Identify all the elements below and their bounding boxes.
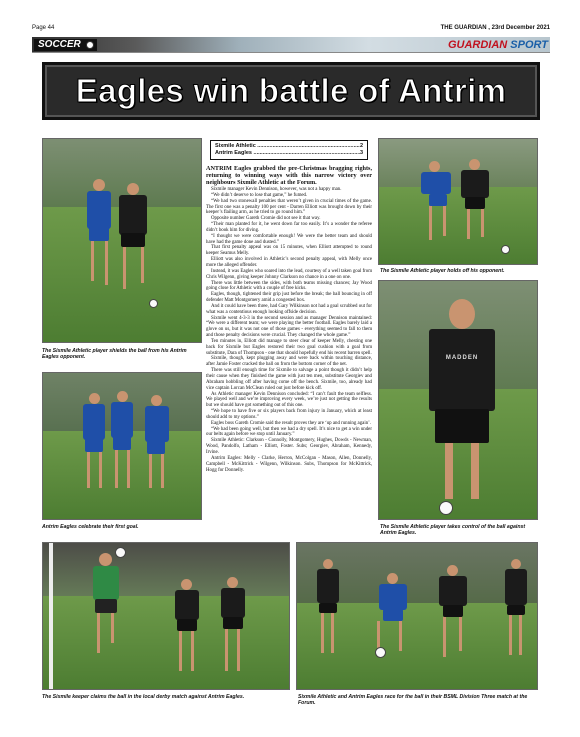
section-bar: [32, 37, 550, 53]
shirt-sponsor: MADDEN: [445, 355, 479, 361]
article-paragraph: Elliott was also involved in Athletic’s second penalty appeal, with Melly once more the alleged offender.: [206, 257, 372, 268]
photo-takes-control: [378, 280, 538, 520]
article-paragraph: “We didn’t deserve to lose that game,” he fumed.: [211, 192, 308, 198]
ball: [439, 501, 453, 515]
score-row-home: [215, 143, 363, 150]
ball: [149, 299, 158, 308]
photo-keeper-claims: [42, 542, 290, 690]
photo-shield-ball: [42, 138, 202, 343]
photo-celebrate: [42, 372, 202, 520]
ball: [375, 647, 386, 658]
article-paragraph: Eagles, though, tightened their grip just before the break; the ball bouncing in off defender Matt Montgomery amid a congested box.: [206, 292, 372, 304]
page-folio: [32, 22, 550, 34]
caption-photo2: Antrim Eagles celebrate their first goal.: [42, 524, 139, 530]
article-paragraph: “We hope to have five or six players back from injury in January, which at least should add to my options.”: [206, 409, 372, 420]
article-paragraph: Opposite number Gareth Cromie did not see it that way.: [211, 216, 321, 222]
caption-photo1: The Sixmile Athletic player shields the ball from his Antrim Eagles opponent.: [42, 348, 187, 361]
headline-banner: [42, 62, 540, 120]
article-paragraph: “Their man planted for it, he went down far too easily. It’s a wonder the referee didn’t book him for diving.: [206, 222, 372, 233]
ball: [115, 547, 126, 558]
article-paragraph: Antrim Eagles: Melly - Clarke, Herron, McColgan - Mason, Allen, Donnelly, Campbell - McKittrick - Wilgenn, Wilkinson. Subs, Thompson for McKittrick, Hogg for Donnelly.: [206, 455, 372, 473]
article-paragraph: Sixmile, though, kept plugging away and were back within touching distance, after Jamie Foster cracked the ball on from the bottom corner of the net.: [206, 356, 372, 368]
football-icon: [86, 41, 94, 49]
article-paragraph: Eagles boss Gareth Cromie said the result proves they are ‘up and running again’.: [211, 420, 371, 426]
page-number: Page 44: [32, 25, 55, 31]
article-paragraph: There was still enough time for Sixmile to salvage a point though it didn’t help their cause when they finished the game with just ten men, substitute Georgiev and Abraham hobbling off after having come off the bench. Sixmile, too, already had vice captain Lorcan McClean ruled out just before kick off.: [206, 368, 372, 391]
goalpost: [49, 543, 53, 690]
away-team: Antrim Eagles .....: [215, 150, 360, 157]
photo-race-for-ball: [296, 542, 538, 690]
photo-holds-off: [378, 138, 538, 265]
article-paragraph: As Athletic manager Kevin Dennison concluded: “I can’t fault the team selfless. We played well and we’re improving every week, we’re just not getting the results but we should have got something out of this one.: [206, 391, 372, 409]
article-paragraph: Instead, it was Eagles who soared into the lead, courtesy of a well taken goal from Chris Wilgenn, giving keeper Johnny Clarkson no chance in a one on one.: [206, 268, 372, 280]
article-lead: ANTRIM Eagles grabbed the pre-Christmas bragging rights, returning to winning ways with this narrow victory over neighbours Sixmile Athletic at the Forum.: [206, 165, 372, 186]
article-paragraph: “We had been going well, but then we had a dry spell. It’s nice to get a win under our belts again before we stop until January.”: [206, 426, 372, 438]
masthead-logo: [448, 38, 548, 52]
article: [206, 140, 372, 538]
home-team: Sixmile Athletic .....: [215, 143, 360, 150]
paper-date: THE GUARDIAN , 23rd December 2021: [440, 25, 550, 31]
section-label: [34, 39, 97, 51]
section-label-text: SOCCER: [38, 39, 81, 50]
article-paragraph: Sixmile Athletic: Clarkson - Connolly, Montgomery, Hughes, Dowds - Newman, Wood, Pandolfo, Latham - Elliott, Foster. Subs; Georgiev, Abraham, Kennedy, Irvine.: [206, 438, 372, 455]
headline: Eagles win battle of Antrim: [75, 72, 507, 109]
caption-photo4: The Sixmile Athletic player takes control of the ball against Antrim Eagles.: [380, 524, 526, 537]
score-row-away: [215, 150, 363, 157]
masthead-section: SPORT: [510, 39, 548, 51]
caption-photo5: The Sixmile keeper claims the ball in the local derby match against Antrim Eagles.: [42, 694, 245, 700]
away-score: 3: [359, 150, 363, 156]
caption-photo6: Sixmile Athletic and Antrim Eagles race for the ball in their BSML Division Three match at the Forum.: [298, 694, 528, 707]
article-paragraph: There was little between the sides, with both teams missing chances; Jay Wood going close for Athletic with a couple of free kicks.: [206, 280, 372, 292]
article-paragraph: Sixmile manager Kevin Dennison, however, was not a happy man.: [211, 187, 342, 192]
article-paragraph: That first penalty appeal was on 15 minutes, when Elliott attempted to round keeper Seamus Melly.: [206, 245, 372, 257]
masthead-brand: GUARDIAN: [447, 39, 508, 51]
article-paragraph: And it could have been three, had Gary Wilkinson not had a goal scrubbed out for what was a contentious enough looking offside decision.: [206, 303, 372, 315]
article-paragraph: “I thought we were comfortable enough! We were the better team and should have had the game done and dusted.”: [206, 233, 372, 245]
caption-photo3: The Sixmile Athletic player holds off his opponent.: [380, 268, 505, 274]
article-paragraph: Ten minutes in, Elliott did manage to steer clear of keeper Melly, chesting one back for Sixmile but Eagles restored their two goal cushion with a goal from substitute, Dara of Thompson - one that should hopefully end his recent barren spell.: [206, 338, 372, 356]
article-paragraph: Sixmile went 4-3-3 in the second session and as manager Dennison maintained: “We were a different team; we were playing the better football. Eagles barely laid a glove on us, but it was not one of those games - everything seemed to fall to them and those penalty decisions were crucial. They changed the whole game.”: [206, 315, 372, 339]
score-box: [210, 140, 368, 160]
article-paragraph: “We had two stonewall penalties that weren’t given in crucial times of the game. The first one was a penalty 100 per cent - Darren Elliott was brought down by their keeper’s flailing arm, as he tried to go round him.”: [206, 198, 372, 216]
ball: [501, 245, 510, 254]
home-score: 2: [359, 143, 363, 149]
